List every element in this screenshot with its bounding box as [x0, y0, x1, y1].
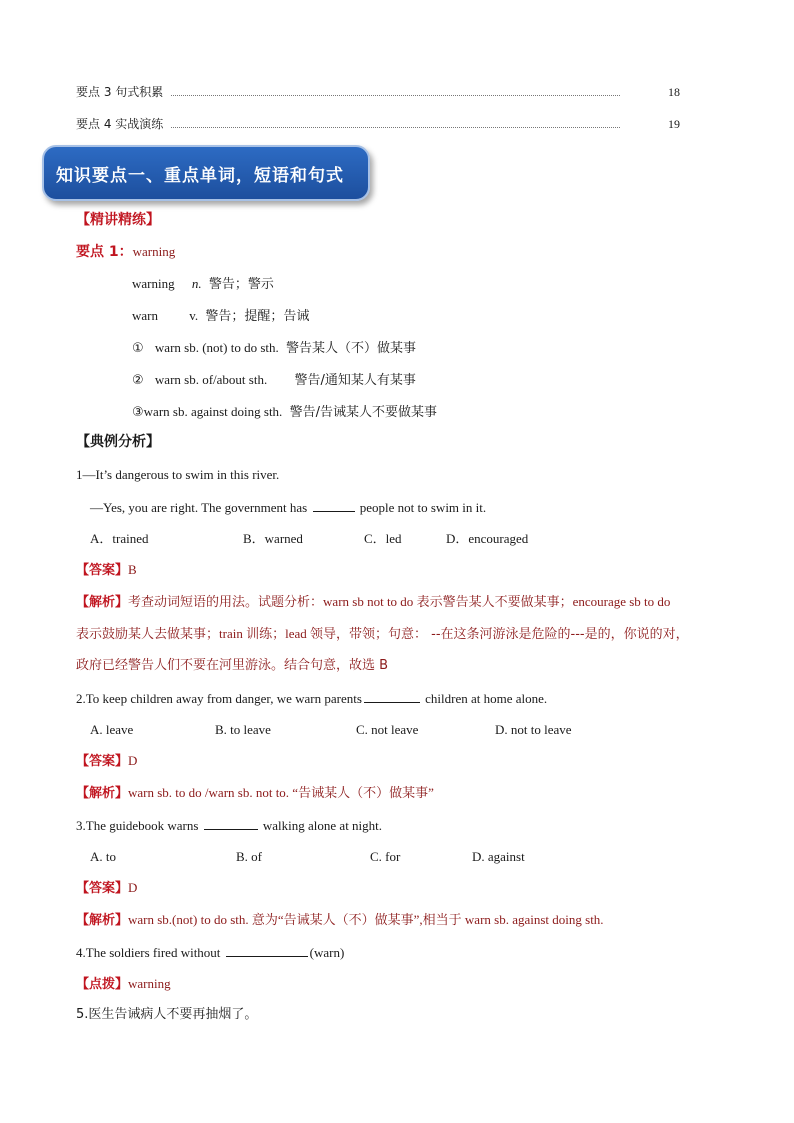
- usage-mark: ①: [132, 341, 144, 356]
- usage-line: [132, 404, 437, 421]
- usage-en: warn sb. against doing sth.: [143, 404, 283, 419]
- section-banner: [42, 145, 370, 201]
- usage-mark: ③: [132, 405, 144, 420]
- usage-cn: 警告/告诫某人不要做某事: [289, 405, 437, 420]
- answer-value: D: [128, 753, 138, 768]
- option-b[interactable]: B．warned: [243, 531, 303, 546]
- answer-line: 【答案】B: [76, 562, 137, 578]
- toc-entry[interactable]: [76, 114, 680, 132]
- analysis-line: 表示鼓励某人去做某事；train 训练；lead 领导，带领；句意： --在这条河游泳是危险的---是的，你说的对，: [76, 626, 689, 642]
- question-1-line2: —Yes, you are right. The government has people not to swim in it.: [90, 500, 487, 515]
- usage-mark: ②: [132, 373, 144, 388]
- point-keyword: warning: [132, 244, 176, 259]
- question-2-stem: 2.To keep children away from danger, we warn parents children at home alone.: [76, 691, 548, 706]
- toc-page-number: 19: [668, 117, 680, 131]
- answer-value: D: [128, 880, 138, 895]
- answer-value: B: [128, 562, 137, 577]
- definition-line: [132, 276, 274, 293]
- def-word: warning: [132, 276, 175, 291]
- def-meaning: 警告；警示: [208, 277, 274, 292]
- option-d[interactable]: D. not to leave: [495, 722, 572, 737]
- option-c[interactable]: C. not leave: [356, 722, 419, 737]
- question-1-line1: 1—It’s dangerous to swim in this river.: [76, 467, 280, 482]
- point-title: 要点 1：: [76, 244, 133, 260]
- toc-label: 要点 4 实战演练: [76, 117, 164, 131]
- point-heading: [76, 244, 175, 261]
- answer-blank[interactable]: [364, 690, 420, 703]
- section-heading-jingjiang: 【精讲精练】: [76, 212, 160, 228]
- def-pos: v.: [189, 308, 199, 323]
- option-a[interactable]: A. to: [90, 849, 116, 864]
- question-4-stem: 4.The soldiers fired without (warn): [76, 945, 345, 960]
- banner-title: 知识要点一、重点单词，短语和句式: [56, 165, 344, 186]
- toc-label: 要点 3 句式积累: [76, 85, 164, 99]
- usage-cn: 警告某人（不）做某事: [286, 341, 417, 356]
- hint-line: 【点拨】warning: [76, 976, 171, 992]
- usage-line: [132, 340, 416, 357]
- usage-en: warn sb. (not) to do sth.: [154, 340, 279, 355]
- answer-blank[interactable]: [204, 817, 258, 830]
- definition-line: [132, 308, 309, 325]
- answer-line: 【答案】D: [76, 880, 138, 896]
- option-b[interactable]: B. of: [236, 849, 262, 864]
- usage-cn: 警告/通知某人有某事: [294, 373, 416, 388]
- answer-line: 【答案】D: [76, 753, 138, 769]
- def-word: warn: [132, 308, 158, 323]
- def-pos: n.: [191, 276, 202, 291]
- usage-en: warn sb. of/about sth.: [154, 372, 268, 387]
- def-meaning: 警告；提醒；告诫: [205, 309, 310, 324]
- toc-leader: [171, 126, 620, 128]
- analysis-line: 【解析】warn sb. to do /warn sb. not to. “告诫某人（不）做某事”: [76, 785, 434, 801]
- answer-blank[interactable]: [313, 499, 355, 512]
- usage-line: [132, 372, 416, 389]
- section-heading-dianli: 【典例分析】: [76, 434, 160, 450]
- analysis-line: 【解析】考查动词短语的用法。试题分析：warn sb not to do 表示警告某人不要做某事；encourage sb to do: [76, 594, 671, 610]
- option-c[interactable]: C. for: [370, 849, 401, 864]
- option-d[interactable]: D. against: [472, 849, 525, 864]
- analysis-line: 政府已经警告人们不要在河里游泳。结合句意，故选 B: [76, 658, 389, 673]
- toc-page-number: 18: [668, 85, 680, 99]
- toc-entry[interactable]: [76, 82, 680, 100]
- hint-value: warning: [128, 976, 171, 991]
- option-a[interactable]: A. leave: [90, 722, 134, 737]
- option-a[interactable]: A．trained: [90, 531, 149, 546]
- option-c[interactable]: C．led: [364, 531, 402, 546]
- toc-leader: [171, 94, 620, 96]
- question-3-stem: 3.The guidebook warns walking alone at night.: [76, 818, 383, 833]
- answer-blank[interactable]: [226, 944, 308, 957]
- analysis-line: 【解析】warn sb.(not) to do sth. 意为“告诫某人（不）做某事”,相当于 warn sb. against doing sth.: [76, 912, 604, 928]
- option-b[interactable]: B. to leave: [215, 722, 271, 737]
- option-d[interactable]: D．encouraged: [446, 531, 529, 546]
- question-5-stem: 5.医生告诫病人不要再抽烟了。: [76, 1007, 258, 1022]
